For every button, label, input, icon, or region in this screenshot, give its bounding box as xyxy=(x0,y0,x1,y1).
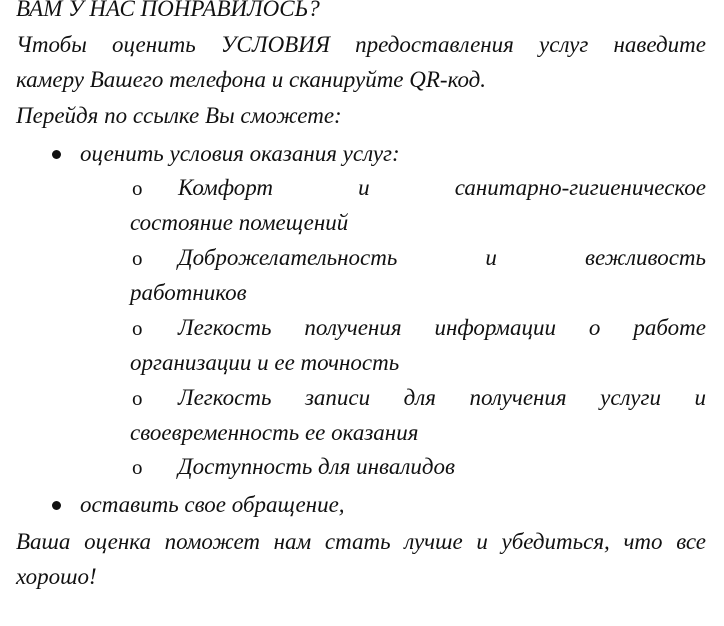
bullet-text: оценить условия оказания услуг: xyxy=(80,141,400,166)
subitem-word: получения xyxy=(469,385,567,410)
intro-word: услуг xyxy=(539,32,589,57)
circle-bullet-icon: o xyxy=(132,176,143,200)
subitem-word: и xyxy=(358,175,370,200)
closing-word: все xyxy=(676,529,706,554)
closing-word: что xyxy=(623,529,663,554)
intro-word: оценить xyxy=(111,32,196,57)
subitem-word: и xyxy=(694,385,706,410)
circle-bullet-icon: o xyxy=(132,386,143,410)
subitem-word: о xyxy=(588,315,601,340)
subitem-word: записи xyxy=(304,385,371,410)
subitem-line-1: Доступность для инвалидов xyxy=(178,454,456,479)
subitem-line-1 xyxy=(178,383,706,413)
bullet-text: оставить свое обращение, xyxy=(80,492,345,517)
intro-word: УСЛОВИЯ xyxy=(220,32,330,57)
subitem-line-1 xyxy=(178,243,706,273)
intro-line-1 xyxy=(16,30,706,60)
subitem-word: для xyxy=(403,385,436,410)
subitem-word: получения xyxy=(304,315,402,340)
subitem-word: и xyxy=(485,245,497,270)
closing-line-2: хорошо! xyxy=(16,564,97,589)
subitem-word: услуги xyxy=(600,385,661,410)
closing-word: и xyxy=(476,529,488,554)
closing-line-1 xyxy=(16,527,706,557)
subitem-word: вежливость xyxy=(584,245,706,270)
bullet-icon xyxy=(52,501,61,510)
subitem-word: Комфорт xyxy=(178,175,274,200)
closing-word: поможет xyxy=(164,529,260,554)
closing-word: Ваша xyxy=(16,529,71,554)
closing-word: лучше xyxy=(404,529,463,554)
intro-line-2: камеру Вашего телефона и сканируйте QR-код. xyxy=(16,67,487,92)
intro-word: Чтобы xyxy=(16,32,87,57)
subitem-word: информации xyxy=(434,315,556,340)
link-intro: Перейдя по ссылке Вы сможете: xyxy=(16,103,342,128)
heading: ВАМ У НАС ПОНРАВИЛОСЬ? xyxy=(16,0,320,21)
subitem-word: Доброжелательность xyxy=(178,245,398,270)
closing-word: убедиться, xyxy=(501,529,610,554)
circle-bullet-icon: o xyxy=(132,316,143,340)
closing-word: стать xyxy=(324,529,391,554)
subitem-line-1 xyxy=(178,313,706,343)
closing-word: оценка xyxy=(84,529,151,554)
intro-word: предоставления xyxy=(355,32,514,57)
subitem-line-1 xyxy=(178,173,706,203)
circle-bullet-icon: o xyxy=(132,246,143,270)
circle-bullet-icon: o xyxy=(132,455,143,479)
subitem-word: работе xyxy=(633,315,706,340)
subitem-line-2: работников xyxy=(130,280,247,305)
subitem-line-2: своевременность ее оказания xyxy=(130,420,419,445)
subitem-word: санитарно-гигиеническое xyxy=(454,175,706,200)
closing-word: нам xyxy=(273,529,312,554)
subitem-word: Легкость xyxy=(178,385,272,410)
subitem-word: Легкость xyxy=(178,315,272,340)
bullet-icon xyxy=(52,150,61,159)
intro-word: наведите xyxy=(613,32,706,57)
subitem-line-2: организации и ее точность xyxy=(130,350,400,375)
subitem-line-2: состояние помещений xyxy=(130,210,349,235)
